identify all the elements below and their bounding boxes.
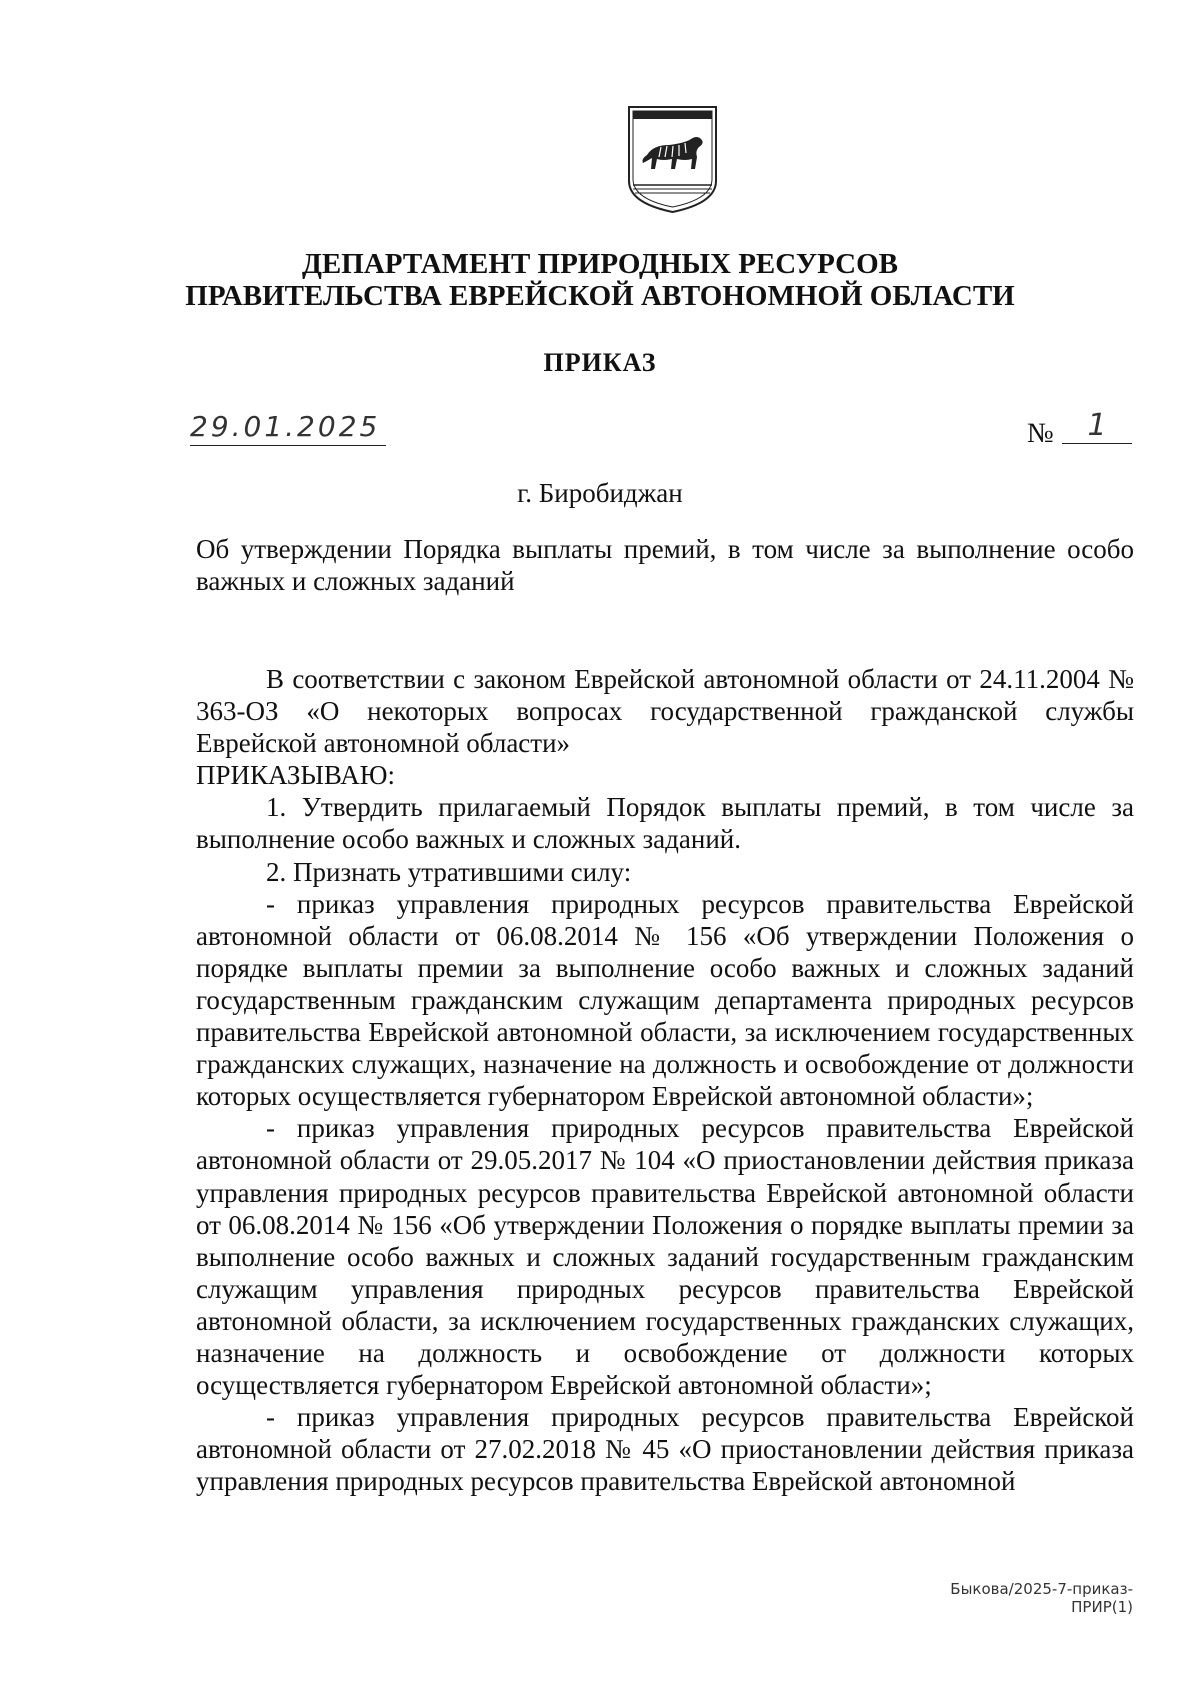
coat-of-arms-icon bbox=[625, 103, 720, 215]
order-item-2: 2. Признать утратившими силу: bbox=[266, 856, 632, 887]
document-number: 1 bbox=[1062, 408, 1132, 444]
repealed-order-3: - приказ управления природных ресурсов правительства Еврейской автономной области от 27.02.2018 № 45 «О приостановлении действия приказа управления природных ресурсов правительства Еврейской автономной bbox=[196, 1402, 1134, 1497]
footer-doc-ref: Быкова/2025-7-приказ-ПРИР(1) bbox=[950, 1580, 1133, 1616]
document-type: ПРИКАЗ bbox=[543, 348, 657, 377]
intro-paragraph: В соответствии с законом Еврейской автономной области от 24.11.2004 № 363-ОЗ «О некоторых вопросах государственной гражданской службы Еврейской автономной области» bbox=[196, 664, 1134, 759]
document-date: 29.01.2025 bbox=[190, 410, 386, 446]
repealed-order-2: - приказ управления природных ресурсов правительства Еврейской автономной области от 29.05.2017 № 104 «О приостановлении действия приказа управления природных ресурсов правительства Еврейской автономной области от 06.08.2014 № 156 «Об утверждении Положения о порядке выплаты премии за выполнение особо важных и сложных заданий государственным гражданским служащим управления природных ресурсов правительства Еврейской автономной области, за исключением государственных гражданских служащих, назначение на должность и освобождение от должности которых осуществляется губернатором Еврейской автономной области»; bbox=[196, 1113, 1134, 1401]
city: г. Биробиджан bbox=[517, 478, 683, 508]
org-name-line2: ПРАВИТЕЛЬСТВА ЕВРЕЙСКОЙ АВТОНОМНОЙ ОБЛАСТИ bbox=[185, 280, 1015, 312]
document-title: Об утверждении Порядка выплаты премий, в том числе за выполнение особо важных и сложных заданий bbox=[196, 534, 1134, 596]
number-label: № bbox=[1027, 418, 1054, 449]
order-item-1: 1. Утвердить прилагаемый Порядок выплаты премий, в том числе за выполнение особо важных и сложных заданий. bbox=[196, 792, 1134, 855]
order-word: ПРИКАЗЫВАЮ: bbox=[196, 760, 395, 791]
repealed-order-1: - приказ управления природных ресурсов правительства Еврейской автономной области от 06.08.2014 № 156 «Об утверждении Положения о порядке выплаты премии за выполнение особо важных и сложных заданий государственным гражданским служащим департамента природных ресурсов правительства Еврейской автономной области, за исключением государственных гражданских служащих, назначение на должность и освобождение от должности которых осуществляется губернатором Еврейской автономной области»; bbox=[196, 888, 1134, 1112]
document-body bbox=[196, 663, 1134, 1497]
org-name-line1: ДЕПАРТАМЕНТ ПРИРОДНЫХ РЕСУРСОВ bbox=[301, 248, 899, 280]
